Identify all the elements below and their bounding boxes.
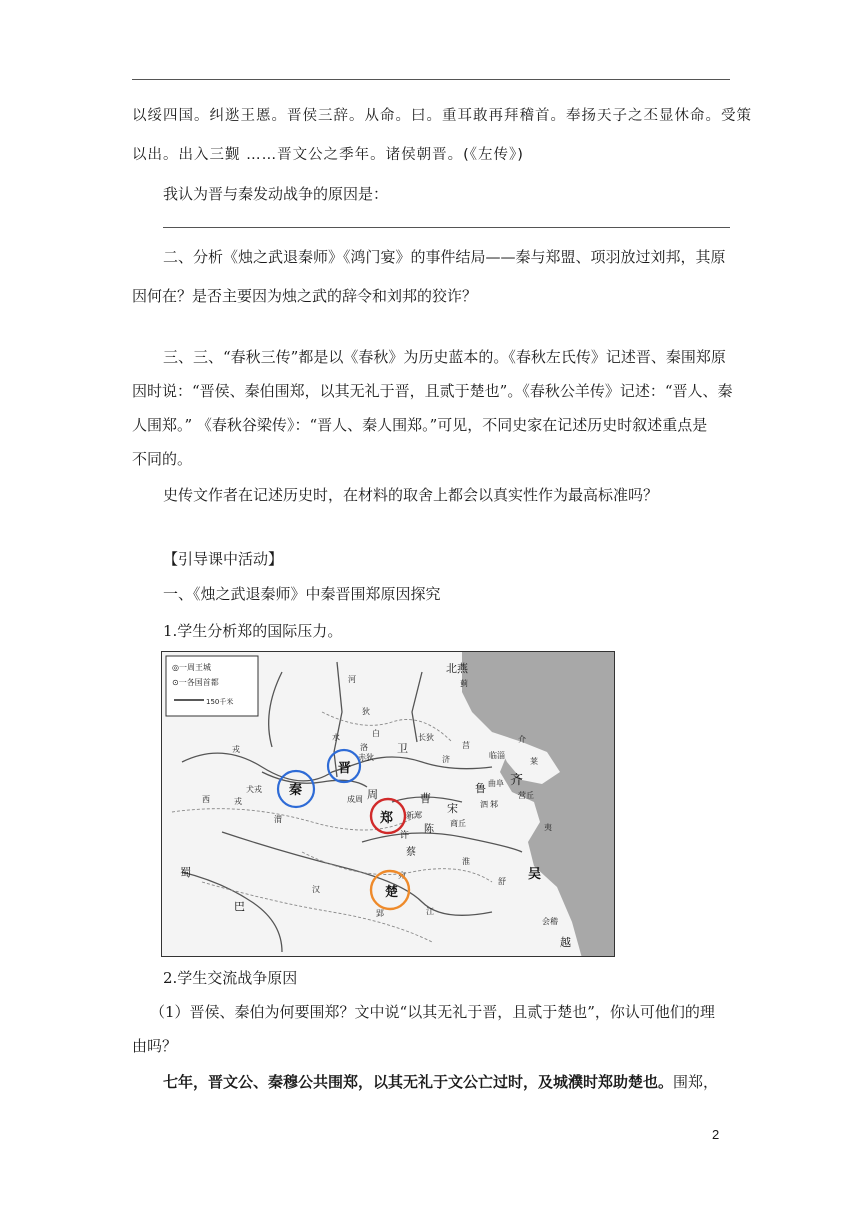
state-shu: 蜀 bbox=[180, 866, 191, 879]
svg-text:成周: 成周 bbox=[347, 795, 363, 804]
sub-question-1-line-2: 由吗？ bbox=[132, 1037, 178, 1055]
question-3-line-5: 史传文作者在记述历史时，在材料的取舍上都会以真实性作为最高标准吗？ bbox=[163, 486, 659, 504]
state-yan: 北燕 bbox=[446, 662, 468, 675]
svg-text:渭: 渭 bbox=[274, 815, 282, 824]
svg-text:戎: 戎 bbox=[232, 745, 240, 754]
state-zhou: 周 bbox=[367, 788, 378, 801]
svg-text:介: 介 bbox=[518, 735, 526, 744]
svg-text:河: 河 bbox=[348, 675, 356, 684]
svg-text:舒: 舒 bbox=[498, 877, 506, 886]
svg-text:长狄: 长狄 bbox=[418, 733, 434, 742]
state-ba: 巴 bbox=[234, 900, 245, 913]
answer-prompt: 我认为晋与秦发动战争的原因是： bbox=[163, 185, 389, 203]
svg-text:蓟: 蓟 bbox=[460, 679, 468, 688]
svg-text:新郑: 新郑 bbox=[406, 811, 422, 820]
svg-text:夷: 夷 bbox=[544, 823, 552, 832]
svg-text:江: 江 bbox=[426, 907, 434, 916]
header-rule bbox=[132, 79, 730, 80]
svg-text:戎: 戎 bbox=[234, 797, 242, 806]
svg-text:会稽: 会稽 bbox=[542, 917, 558, 926]
svg-text:营丘: 营丘 bbox=[518, 791, 534, 800]
svg-text:犬戎: 犬戎 bbox=[246, 785, 262, 794]
svg-text:淮: 淮 bbox=[462, 857, 470, 866]
sub-question-1-line-1: （1）晋侯、秦伯为何要围郑？文中说“以其无礼于晋，且贰于楚也”，你认可他们的理 bbox=[150, 1003, 715, 1021]
spring-autumn-map bbox=[161, 651, 615, 957]
state-yue: 越 bbox=[560, 936, 571, 949]
answer-blank-line[interactable] bbox=[163, 227, 730, 228]
state-cao: 曹 bbox=[420, 792, 431, 805]
state-lu: 鲁 bbox=[475, 782, 486, 795]
svg-text:赤狄: 赤狄 bbox=[358, 753, 374, 762]
quote-line-2: 以出。出入三觐 ……晋文公之季年。诸侯朝晋。(《左传》) bbox=[132, 147, 524, 163]
borders bbox=[172, 712, 492, 942]
svg-text:白: 白 bbox=[372, 729, 380, 738]
svg-text:宛: 宛 bbox=[398, 871, 406, 880]
state-qi: 齐 bbox=[510, 773, 524, 788]
question-2-line-1: 二、分析《烛之武退秦师》《鸿门宴》的事件结局——秦与郑盟、项羽放过刘邦，其原 bbox=[163, 248, 726, 266]
svg-text:泗: 泗 bbox=[480, 800, 488, 809]
state-zheng: 郑 bbox=[380, 811, 394, 826]
svg-text:莒: 莒 bbox=[462, 741, 470, 750]
history-excerpt-bold: 七年，晋文公、秦穆公共围郑，以其无礼于文公亡过时，及城濮时郑助楚也。 bbox=[163, 1073, 674, 1091]
question-3-line-3: 人围郑。” 《春秋谷梁传》：“晋人、秦人围郑。”可见，不同史家在记述历史时叙述重点是 bbox=[132, 416, 708, 434]
state-cai: 蔡 bbox=[406, 847, 416, 858]
activity-1-title: 一、《烛之武退秦师》中秦晋围郑原因探究 bbox=[163, 585, 441, 603]
svg-text:水: 水 bbox=[332, 733, 340, 742]
state-chu: 楚 bbox=[385, 885, 399, 900]
activity-1-step-1: 1.学生分析郑的国际压力。 bbox=[163, 622, 343, 640]
svg-text:济: 济 bbox=[442, 755, 450, 764]
svg-text:邾: 邾 bbox=[490, 800, 498, 809]
svg-text:莱: 莱 bbox=[530, 757, 538, 766]
svg-text:西: 西 bbox=[202, 795, 210, 804]
legend-royal-city: ◎一周王城 bbox=[172, 663, 211, 672]
state-wu: 吴 bbox=[528, 867, 542, 882]
history-excerpt bbox=[163, 1071, 763, 1093]
question-3-line-2: 因时说：“晋侯、秦伯围郑，以其无礼于晋，且贰于楚也”。《春秋公羊传》记述：“晋人、秦 bbox=[132, 382, 733, 400]
state-chen: 陈 bbox=[424, 824, 434, 835]
state-xu: 许 bbox=[400, 831, 410, 841]
svg-text:商丘: 商丘 bbox=[450, 819, 466, 828]
activity-1-step-2: 2.学生交流战争原因 bbox=[163, 969, 298, 987]
quote-line-1: 以绥四国。纠逖王慝。晋侯三辞。从命。曰。重耳敢再拜稽首。奉扬天子之丕显休命。受策 bbox=[132, 108, 752, 124]
svg-text:临淄: 临淄 bbox=[489, 751, 505, 760]
state-song: 宋 bbox=[447, 802, 458, 815]
state-qin: 秦 bbox=[289, 783, 303, 798]
svg-text:狄: 狄 bbox=[362, 707, 370, 716]
history-excerpt-tail: 围郑， bbox=[673, 1073, 719, 1091]
svg-text:曲阜: 曲阜 bbox=[488, 779, 504, 788]
svg-text:郢: 郢 bbox=[376, 909, 384, 918]
question-3-line-1: 三、三、“春秋三传”都是以《春秋》为历史蓝本的。《春秋左氏传》记述晋、秦围郑原 bbox=[163, 348, 726, 366]
legend-capital: ⊙一各国首都 bbox=[172, 678, 219, 687]
state-wei: 卫 bbox=[397, 742, 408, 755]
section-heading: 【引导课中活动】 bbox=[163, 550, 284, 568]
svg-text:洛: 洛 bbox=[360, 743, 368, 752]
map-svg bbox=[162, 652, 615, 957]
svg-text:汉: 汉 bbox=[312, 885, 320, 894]
page-number: 2 bbox=[712, 1127, 720, 1142]
question-3-line-4: 不同的。 bbox=[132, 450, 193, 468]
question-2-line-2: 因何在？是否主要因为烛之武的辞令和刘邦的狡诈？ bbox=[132, 287, 478, 305]
state-jin: 晋 bbox=[338, 761, 352, 776]
legend-scale: 150千米 bbox=[206, 698, 234, 706]
